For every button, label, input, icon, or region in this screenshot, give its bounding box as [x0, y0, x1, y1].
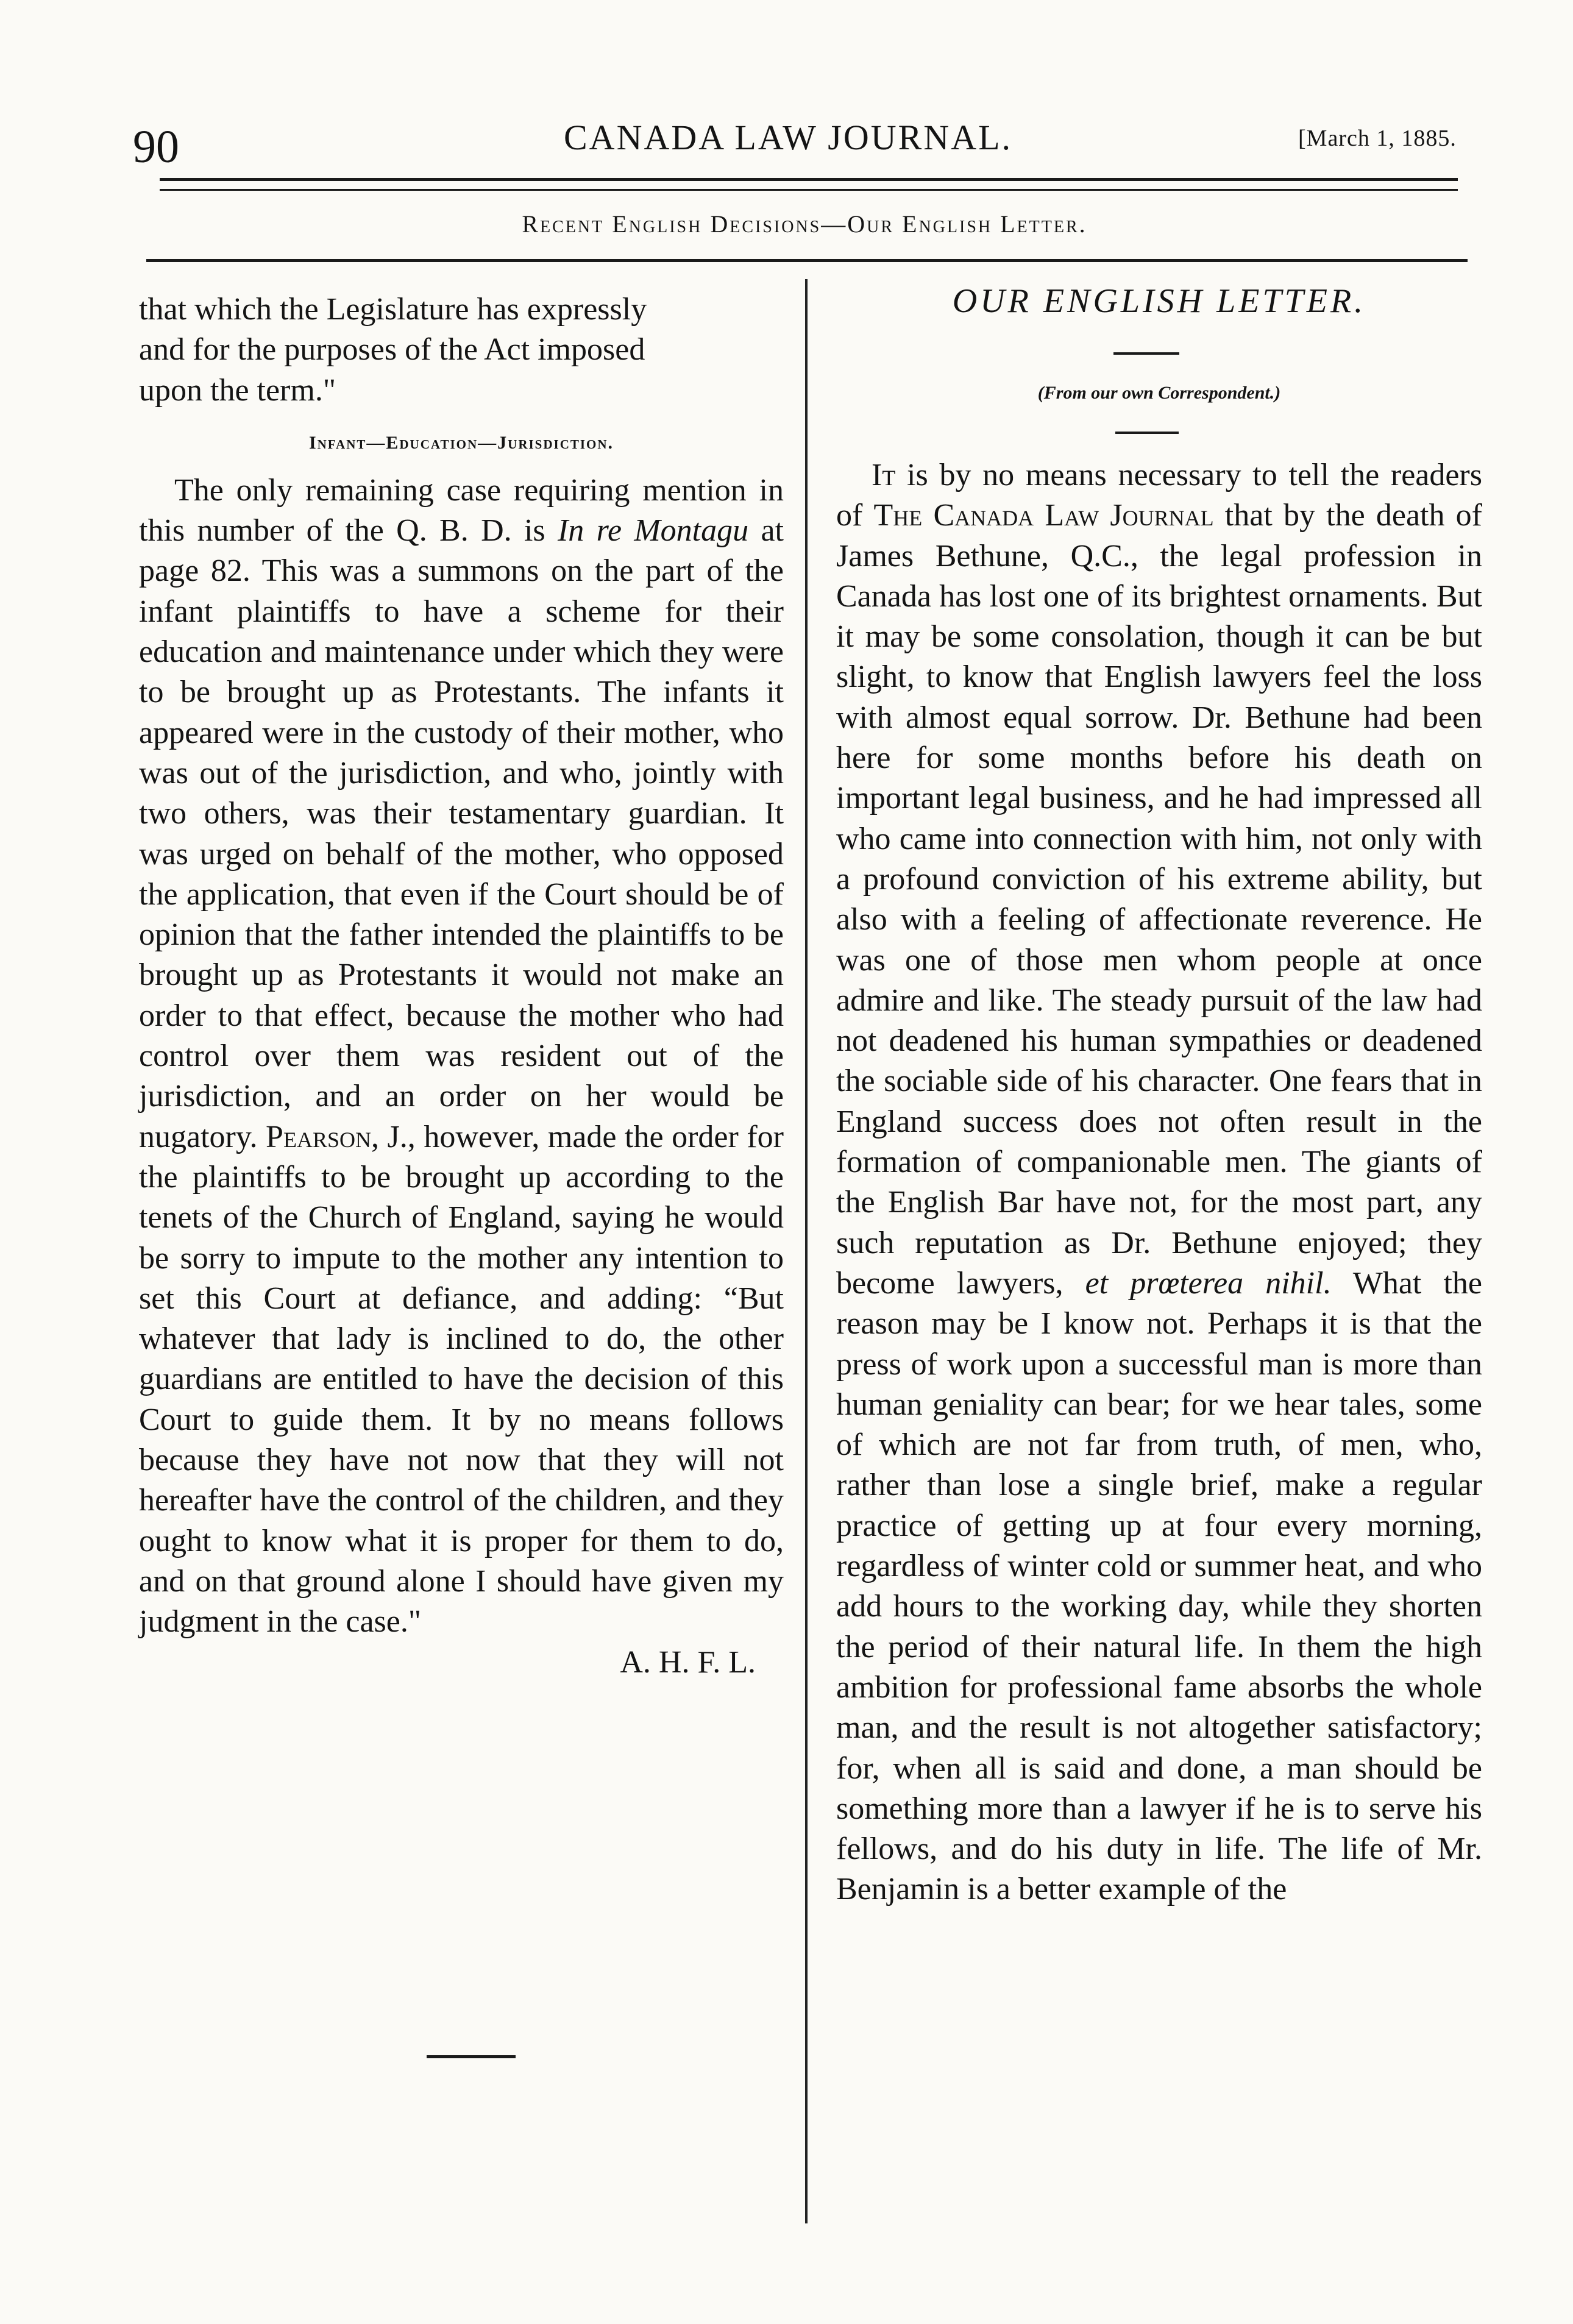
section-heading: Infant—Education—Jurisdiction. [308, 432, 614, 453]
right-column [836, 455, 1482, 1910]
page-number: 90 [133, 121, 179, 172]
case-paragraph [139, 471, 784, 1643]
header-rule-top [160, 178, 1458, 181]
opening-lines [139, 290, 784, 411]
opening-line: upon the term." [139, 372, 336, 408]
letter-paragraph [836, 455, 1482, 1910]
author-signature: A. H. F. L. [620, 1644, 756, 1680]
letter-title: OUR ENGLISH LETTER. [952, 282, 1366, 320]
running-subheader: Recent English Decisions—Our English Letter. [522, 210, 1087, 238]
paragraph-text: The only remaining case requiring mention in this number of the Q. B. D. is [139, 472, 784, 549]
paragraph-text: is by no means necessary to tell the readers of [836, 458, 1482, 533]
opening-line: that which the Legislature has expressly [139, 292, 647, 327]
paragraph-text: , J., however, made the order for the plaintiffs to be brought up according to the tenets of the Church of England, saying he would be sorry to impute to the mother any intention to set this Court at defiance, and adding: “But whatever that lady is inclined to do, the other guardians are entitled to have the decision of this Court to guide them. It by no means follows because they have not now that they will not hereafter have the control of the children, and they ought to know what it is proper for them to do, and on that ground alone I should have given my judgment in the case." [139, 1119, 784, 1640]
judge-name: Pearson [266, 1119, 371, 1154]
latin-phrase: et prœterea nihil. [1085, 1265, 1332, 1301]
end-of-article-rule [427, 2055, 516, 2058]
byline-rule [1115, 432, 1179, 434]
left-column [139, 290, 784, 1683]
subheader-rule [146, 259, 1468, 262]
journal-title: CANADA LAW JOURNAL. [564, 118, 1013, 157]
paragraph-text: that by the death of James Bethune, Q.C., the legal profession in Canada has lost one of its brightest ornaments. But it may be some consolation, though it can be but slight, to know that English lawyers feel the loss with almost equal sorrow. Dr. Bethune had been here for some months before his death on important legal business, and he had impressed all who came into connection with him, not only with a profound conviction of his extreme ability, but also with a feeling of affectionate reverence. He was one of those men whom people at once admire and like. The steady pursuit of the law had not deadened his human sympathies or deadened the sociable side of his character. One fears that in England success does not often result in the formation of companionable men. The giants of the English Bar have not, for the most part, any such reputation as Dr. Bethune enjoyed; they become lawyers, [836, 498, 1482, 1301]
column-divider [805, 279, 808, 2223]
journal-name: The Canada Law Journal [873, 498, 1214, 533]
opening-line: and for the purposes of the Act imposed [139, 332, 645, 368]
issue-date: [March 1, 1885. [1298, 126, 1457, 151]
opening-word: It [872, 458, 896, 492]
paragraph-text: at page 82. This was a summons on the part of the infant plaintiffs to have a scheme for their education and maintenance under which they were to be brought up as Protestants. The infants it appeared were in the custody of their mother, who was out of the jurisdiction, and who, jointly with two others, was their testamentary guardian. It was urged on behalf of the mother, who opposed the application, that even if the Court should be of opinion that the father intended the plaintiffs to be brought up as Protestants it would not make an order to that effect, because the mother who had control over them was resident out of the jurisdiction, and an order on her would be nugatory. [139, 513, 784, 1154]
case-name: In re Montagu [557, 513, 749, 549]
paragraph-text: What the reason may be I know not. Perhaps it is that the press of work upon a successful man is more than human geniality can bear; for we hear tales, some of which are not far from truth, of men, who, rather than lose a single brief, make a regular practice of getting up at four every morning, regardless of winter cold or summer heat, and who add hours to the working day, while they shorten the period of their natural life. In them the high ambition for professional fame absorbs the whole man, and the result is not altogether satisfactory; for, when all is said and done, a man should be something more than a lawyer if he is to serve his fellows, and do his duty in life. The life of Mr. Benjamin is a better example of the [836, 1265, 1483, 1907]
header-rule-bottom [160, 189, 1458, 191]
title-rule [1113, 352, 1179, 355]
byline: (From our own Correspondent.) [1037, 383, 1281, 403]
